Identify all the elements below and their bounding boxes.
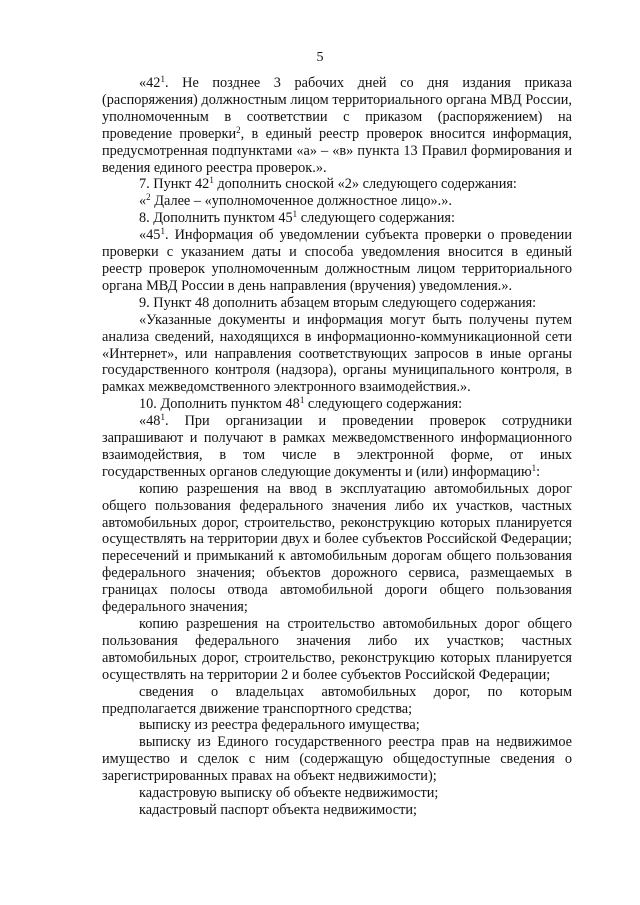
superscript: 1 [299, 395, 305, 406]
paragraph-text: «Указанные документы и информация могут быть получены путем анализа сведений, находящихся в информационно-коммуникационной сети «Интернет», или направления соответствующих запросов в иные органы государственного контроля (надзора), органы муниципального контроля, в рамках межведомственного электронного взаимодействия.». [102, 311, 572, 396]
document-body [102, 75, 572, 819]
paragraph [102, 734, 572, 785]
paragraph-text: «45 [139, 227, 161, 244]
paragraph-text: 10. Дополнить пунктом 48 [139, 396, 300, 413]
paragraph [102, 785, 572, 802]
paragraph-text: кадастровую выписку об объекте недвижимости; [139, 785, 439, 802]
paragraph-text: следующего содержания: [297, 210, 455, 227]
superscript: 1 [160, 412, 165, 423]
paragraph-text: Далее – «уполномоченное должностное лицо».». [150, 193, 452, 210]
paragraph-text: сведения о владельцах автомобильных дорог, по которым предполагается движение транспортного средства; [102, 683, 572, 717]
paragraph [102, 75, 572, 176]
superscript: 1 [292, 209, 298, 220]
paragraph-text: 7. Пункт 42 [139, 176, 210, 193]
page-number: 5 [316, 50, 324, 65]
paragraph [102, 176, 572, 193]
paragraph [102, 616, 572, 684]
paragraph-text: . При организации и проведении проверок сотрудники запрашивают и получают в рамках межведомственного информационного взаимодействия, в том числе в электронной форме, от иных государственных органов следующие документы и (или) информацию [102, 413, 572, 480]
superscript: 2 [146, 192, 151, 203]
paragraph [102, 717, 572, 734]
paragraph-text: : [536, 463, 541, 480]
superscript: 1 [209, 175, 214, 186]
paragraph-text: копию разрешения на ввод в эксплуатацию автомобильных дорог общего пользования федерального значения либо их участков, частных автомобильных дорог, строительство, реконструкцию которых планируется осуществлять на территории двух и более субъектов Российской Федерации; пересечений и примыканий к автомобильным дорогам общего пользования федерального значения; объектов дорожного сервиса, размещаемых в границах полосы отвода автомобильной дороги общего пользования федерального значения; [102, 480, 572, 616]
paragraph-text: « [139, 193, 147, 210]
paragraph-text: кадастровый паспорт объекта недвижимости; [139, 801, 417, 818]
paragraph-text: дополнить сноской «2» следующего содержания: [213, 176, 517, 193]
paragraph [102, 210, 572, 227]
paragraph-text: . Информация об уведомлении субъекта проверки о проведении проверки с указанием даты и способа уведомления вносится в единый реестр проверок уполномоченным должностным лицом территориального органа МВД России в день направления (вручения) уведомления.». [102, 227, 572, 294]
paragraph-text: копию разрешения на строительство автомобильных дорог общего пользования федерального значения либо их участков; частных автомобильных дорог, строительство, реконструкцию которых планируется осуществлять на территории 2 и более субъектов Российской Федерации; [102, 616, 572, 683]
paragraph-text: «42 [139, 75, 161, 91]
paragraph [102, 802, 572, 819]
superscript: 1 [160, 74, 165, 84]
paragraph-text: 8. Дополнить пунктом 45 [139, 210, 293, 227]
paragraph-text: выписку из Единого государственного реестра прав на недвижимое имущество и сделок с ним (содержащую общедоступные сведения о зарегистрированных правах на объект недвижимости); [102, 734, 572, 785]
superscript: 1 [160, 226, 165, 237]
paragraph-text: выписку из реестра федерального имущества; [139, 717, 420, 734]
paragraph [102, 227, 572, 295]
paragraph [102, 295, 572, 312]
paragraph [102, 481, 572, 616]
paragraph-text: следующего содержания: [304, 396, 463, 413]
superscript: 2 [236, 124, 241, 135]
paragraph [102, 312, 572, 397]
paragraph [102, 684, 572, 718]
paragraph [102, 413, 572, 481]
paragraph-text: , в единый реестр проверок вносится информация, предусмотренная подпунктами «а» – «в» пункта 13 Правил формирования и ведения единого реестра проверок.». [102, 125, 572, 176]
paragraph-text: «48 [139, 413, 161, 430]
paragraph-text: . Не позднее 3 рабочих дней со дня издания приказа (распоряжения) должностным лицом территориального органа МВД России, уполномоченным в соответствии с приказом (распоряжением) на проведение проверки [102, 75, 572, 142]
paragraph [102, 396, 572, 413]
paragraph [102, 193, 572, 210]
superscript: 1 [531, 462, 537, 473]
paragraph-text: 9. Пункт 48 дополнить абзацем вторым следующего содержания: [139, 294, 537, 311]
